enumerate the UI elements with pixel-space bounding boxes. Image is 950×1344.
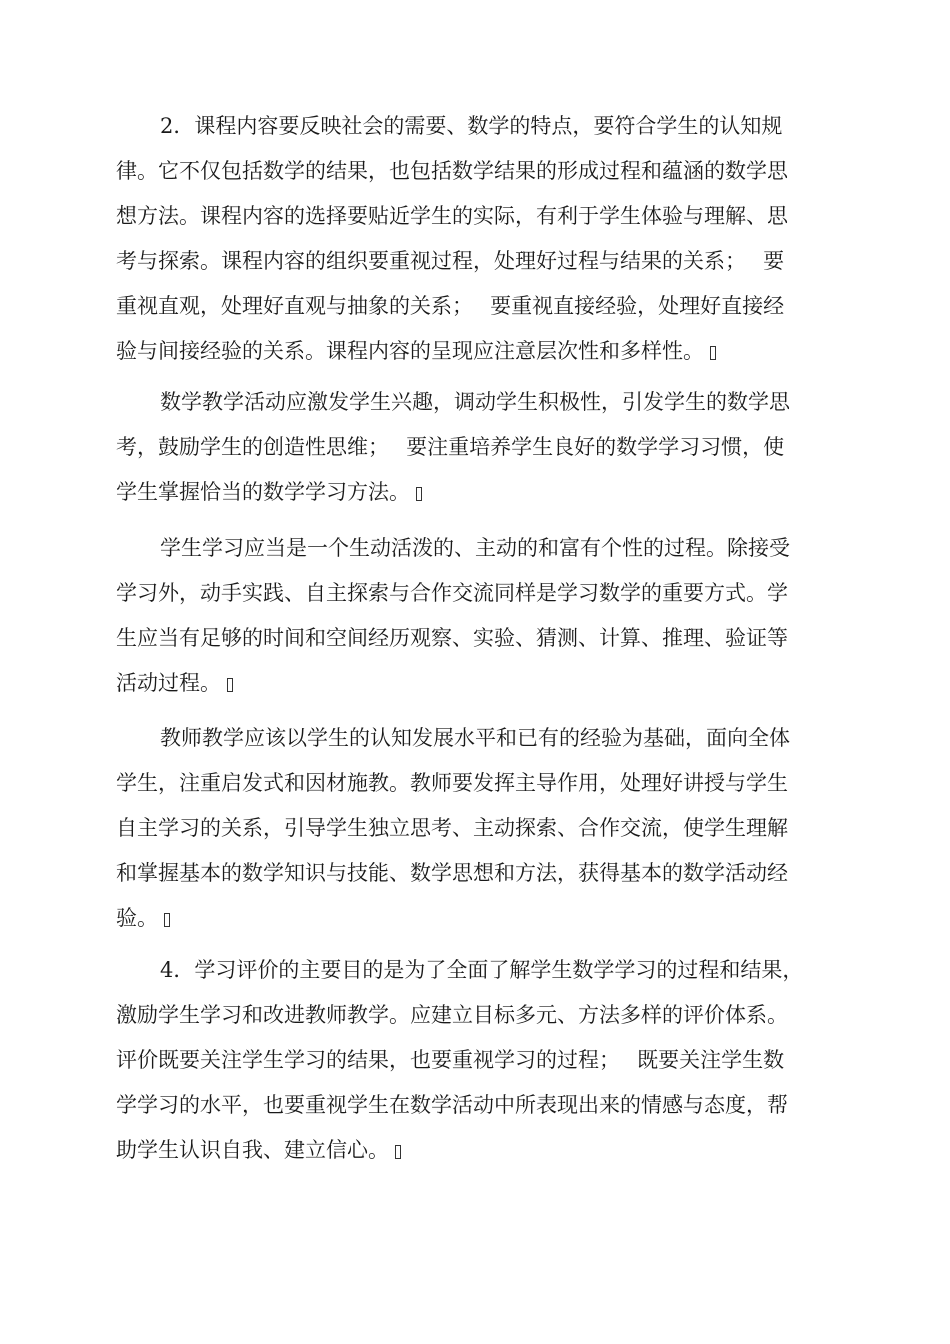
text-line: 考与探索。课程内容的组织要重视过程，处理好过程与结果的关系； 要 bbox=[116, 249, 785, 273]
paragraph-mark-icon bbox=[395, 1145, 401, 1159]
paragraph-learning-evaluation bbox=[116, 948, 836, 1173]
text-line: 2．课程内容要反映社会的需要、数学的特点，要符合学生的认知规 bbox=[160, 114, 783, 138]
text-line-content: 学生掌握恰当的数学学习方法。 bbox=[116, 480, 410, 504]
text-line bbox=[116, 329, 836, 374]
text-line bbox=[116, 896, 836, 941]
paragraph-mark-icon bbox=[416, 487, 422, 501]
paragraph-mark-icon bbox=[164, 913, 170, 927]
text-line-content: 验。 bbox=[116, 906, 158, 930]
text-line bbox=[116, 470, 836, 515]
text-line: 和掌握基本的数学知识与技能、数学思想和方法，获得基本的数学活动经 bbox=[116, 861, 788, 885]
text-line: 重视直观，处理好直观与抽象的关系； 要重视直接经验，处理好直接经 bbox=[116, 294, 785, 318]
text-line-content: 助学生认识自我、建立信心。 bbox=[116, 1138, 389, 1162]
text-line: 自主学习的关系，引导学生独立思考、主动探索、合作交流，使学生理解 bbox=[116, 816, 788, 840]
text-line: 评价既要关注学生学习的结果，也要重视学习的过程； 既要关注学生数 bbox=[116, 1048, 785, 1072]
text-line-content: 活动过程。 bbox=[116, 671, 221, 695]
paragraph-student-learning bbox=[116, 526, 836, 706]
text-line: 学习外，动手实践、自主探索与合作交流同样是学习数学的重要方式。学 bbox=[116, 581, 788, 605]
text-line: 学学习的水平，也要重视学生在数学活动中所表现出来的情感与态度，帮 bbox=[116, 1093, 788, 1117]
text-line: 律。它不仅包括数学的结果，也包括数学结果的形成过程和蕴涵的数学思 bbox=[116, 159, 788, 183]
paragraph-curriculum-content bbox=[116, 104, 836, 374]
text-line: 激励学生学习和改进教师教学。应建立目标多元、方法多样的评价体系。 bbox=[116, 1003, 788, 1027]
text-line: 想方法。课程内容的选择要贴近学生的实际，有利于学生体验与理解、思 bbox=[116, 204, 788, 228]
text-line: 学生学习应当是一个生动活泼的、主动的和富有个性的过程。除接受 bbox=[160, 536, 790, 560]
text-line: 考，鼓励学生的创造性思维； 要注重培养学生良好的数学学习习惯，使 bbox=[116, 435, 785, 459]
paragraph-mark-icon bbox=[227, 678, 233, 692]
text-line: 教师教学应该以学生的认知发展水平和已有的经验为基础，面向全体 bbox=[160, 726, 790, 750]
text-line bbox=[116, 661, 836, 706]
text-line: 学生，注重启发式和因材施教。教师要发挥主导作用，处理好讲授与学生 bbox=[116, 771, 788, 795]
text-line bbox=[116, 1128, 836, 1173]
paragraph-teaching-activity bbox=[116, 380, 836, 515]
text-line: 数学教学活动应激发学生兴趣，调动学生积极性，引发学生的数学思 bbox=[160, 390, 790, 414]
paragraph-mark-icon bbox=[710, 346, 716, 360]
text-line: 生应当有足够的时间和空间经历观察、实验、猜测、计算、推理、验证等 bbox=[116, 626, 788, 650]
paragraph-teacher-teaching bbox=[116, 716, 836, 941]
text-line-content: 验与间接经验的关系。课程内容的呈现应注意层次性和多样性。 bbox=[116, 339, 704, 363]
text-line: 4．学习评价的主要目的是为了全面了解学生数学学习的过程和结果， bbox=[160, 958, 804, 982]
